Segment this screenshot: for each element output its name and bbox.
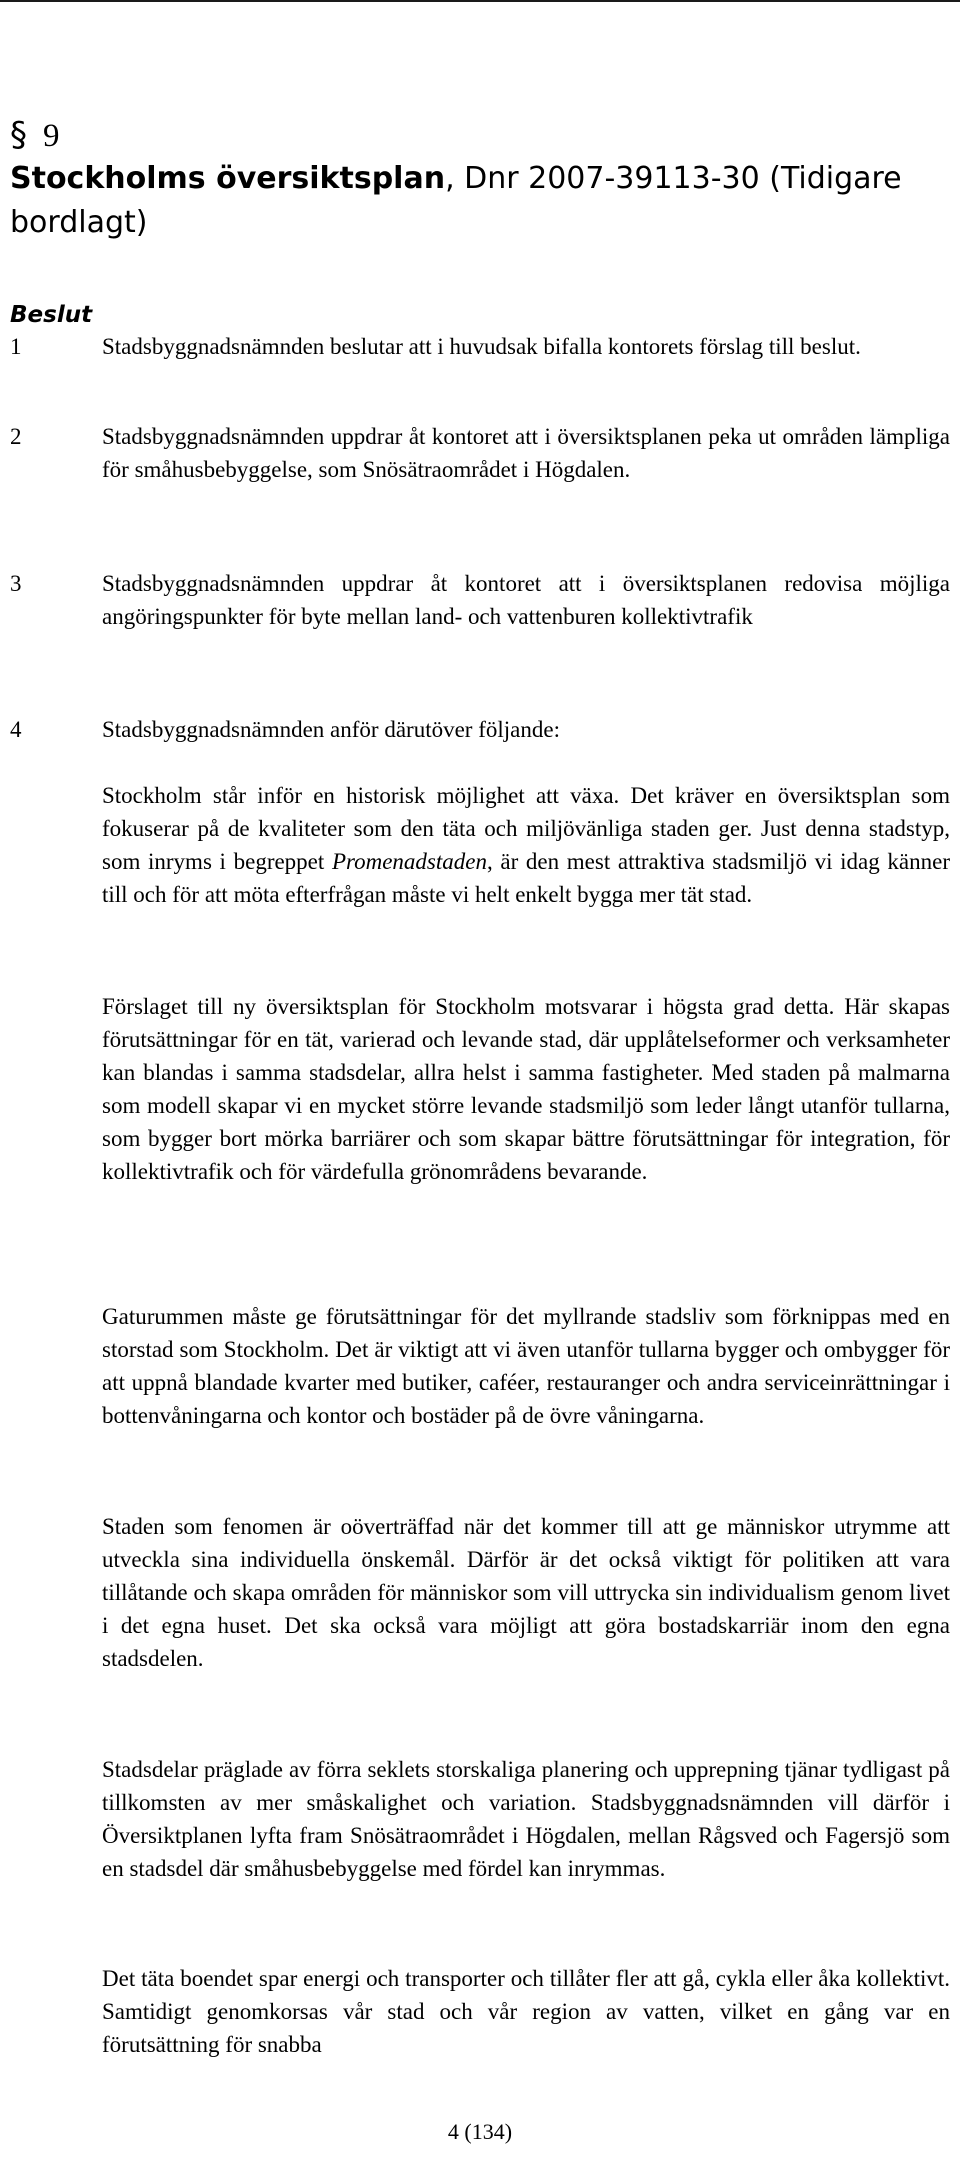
paragraph-text [102,779,950,911]
top-rule [0,0,960,2]
statement-paragraph-5 [102,1753,950,1885]
decision-item-1 [10,330,950,363]
beslut-heading: Beslut [10,302,93,328]
decision-item-2 [10,420,950,486]
statement-paragraph-6 [102,1962,950,2061]
paragraph-text: Staden som fenomen är oöverträffad när det kommer till att ge människor utrymme att utveckla sina individuella önskemål. Därför är det också viktigt för politiken att vara tillåtande och skapa områden för människor som vill uttrycka sin individualism genom livet i det egna huset. Det ska också vara möjligt att göra bostadskarriär inom den egna stadsdelen. [102,1514,950,1671]
statement-paragraph-4 [102,1510,950,1675]
section-number-line [10,115,950,155]
paragraph-text-part: Stockholm står inför en historisk möjlighet att växa. Det kräver en översiktsplan som fokuserar på de kvaliteter som den täta och miljövänliga staden ger. Just denna stadstyp, som inryms i begreppet [102,783,950,874]
decision-text: Stadsbyggnadsnämnden beslutar att i huvudsak bifalla kontorets förslag till beslut. [102,334,861,359]
paragraph-italic-term: Promenadstaden [331,849,487,874]
section-title-rest: , Dnr 2007-39113-30 (Tidigare bordlagt) [10,161,902,240]
section-heading [10,115,950,245]
decision-item-4 [10,713,950,746]
paragraph-text: Det täta boendet spar energi och transporter och tillåter fler att gå, cykla eller åka kollektivt. Samtidigt genomkorsas vår stad och vår region av vatten, vilket en gång var en förutsättning för snabba [102,1966,950,2057]
section-title-bold: Stockholms översiktsplan [10,161,446,196]
section-number: 9 [43,118,60,154]
statement-paragraph-1 [102,779,950,911]
decision-number: 4 [10,717,22,742]
page-number: 4 (134) [447,2119,513,2144]
paragraph-text: Förslaget till ny översiktsplan för Stockholm motsvarar i högsta grad detta. Här skapas förutsättningar för en tät, varierad och levande stad, där upplåtelseformer och verksamheter kan blandas i samma stadsdelar, allra helst i samma fastigheter. Med staden på malmarna som modell skapar vi en mycket större levande stadsmiljö som leder långt utanför tullarna, som bygger bort mörka barriärer och som skapar bättre förutsättningar för integration, för kollektivtrafik och för värdefulla grönområdens bevarande. [102,994,950,1184]
decision-text: Stadsbyggnadsnämnden anför därutöver följande: [102,717,560,742]
statement-paragraph-2 [102,990,950,1188]
paragraph-text-part: , är den mest attraktiva stadsmiljö vi idag känner till och för att möta efterfrågan måste vi helt enkelt bygga mer tät stad. [102,849,950,907]
paragraph-text: Gaturummen måste ge förutsättningar för det myllrande stadsliv som förknippas med en storstad som Stockholm. Det är viktigt att vi även utanför tullarna bygger och ombygger för att uppnå blandade kvarter med butiker, caféer, restauranger och andra serviceinrättningar i bottenvåningarna och kontor och bostäder på de övre våningarna. [102,1304,950,1428]
decision-number: 3 [10,571,22,596]
decision-text: Stadsbyggnadsnämnden uppdrar åt kontoret att i översiktsplanen redovisa möjliga angöringspunkter för byte mellan land- och vattenburen kollektivtrafik [102,571,950,629]
decision-number: 1 [10,334,22,359]
decision-item-3 [10,567,950,633]
paragraph-text: Stadsdelar präglade av förra seklets storskaliga planering och upprepning tjänar tydligast på tillkomsten av mer småskalighet och variation. Stadsbyggnadsnämnden vill därför i Översiktplanen lyfta fram Snösätraområdet i Högdalen, mellan Rågsved och Fagersjö som en stadsdel där småhusbebyggelse med fördel kan inrymmas. [102,1757,950,1881]
section-title [10,157,945,245]
decision-text: Stadsbyggnadsnämnden uppdrar åt kontoret att i översiktsplanen peka ut områden lämpliga för småhusbebyggelse, som Snösätraområdet i Högdalen. [102,424,950,482]
section-symbol: § [10,115,27,155]
statement-paragraph-3 [102,1300,950,1432]
decision-number: 2 [10,424,22,449]
